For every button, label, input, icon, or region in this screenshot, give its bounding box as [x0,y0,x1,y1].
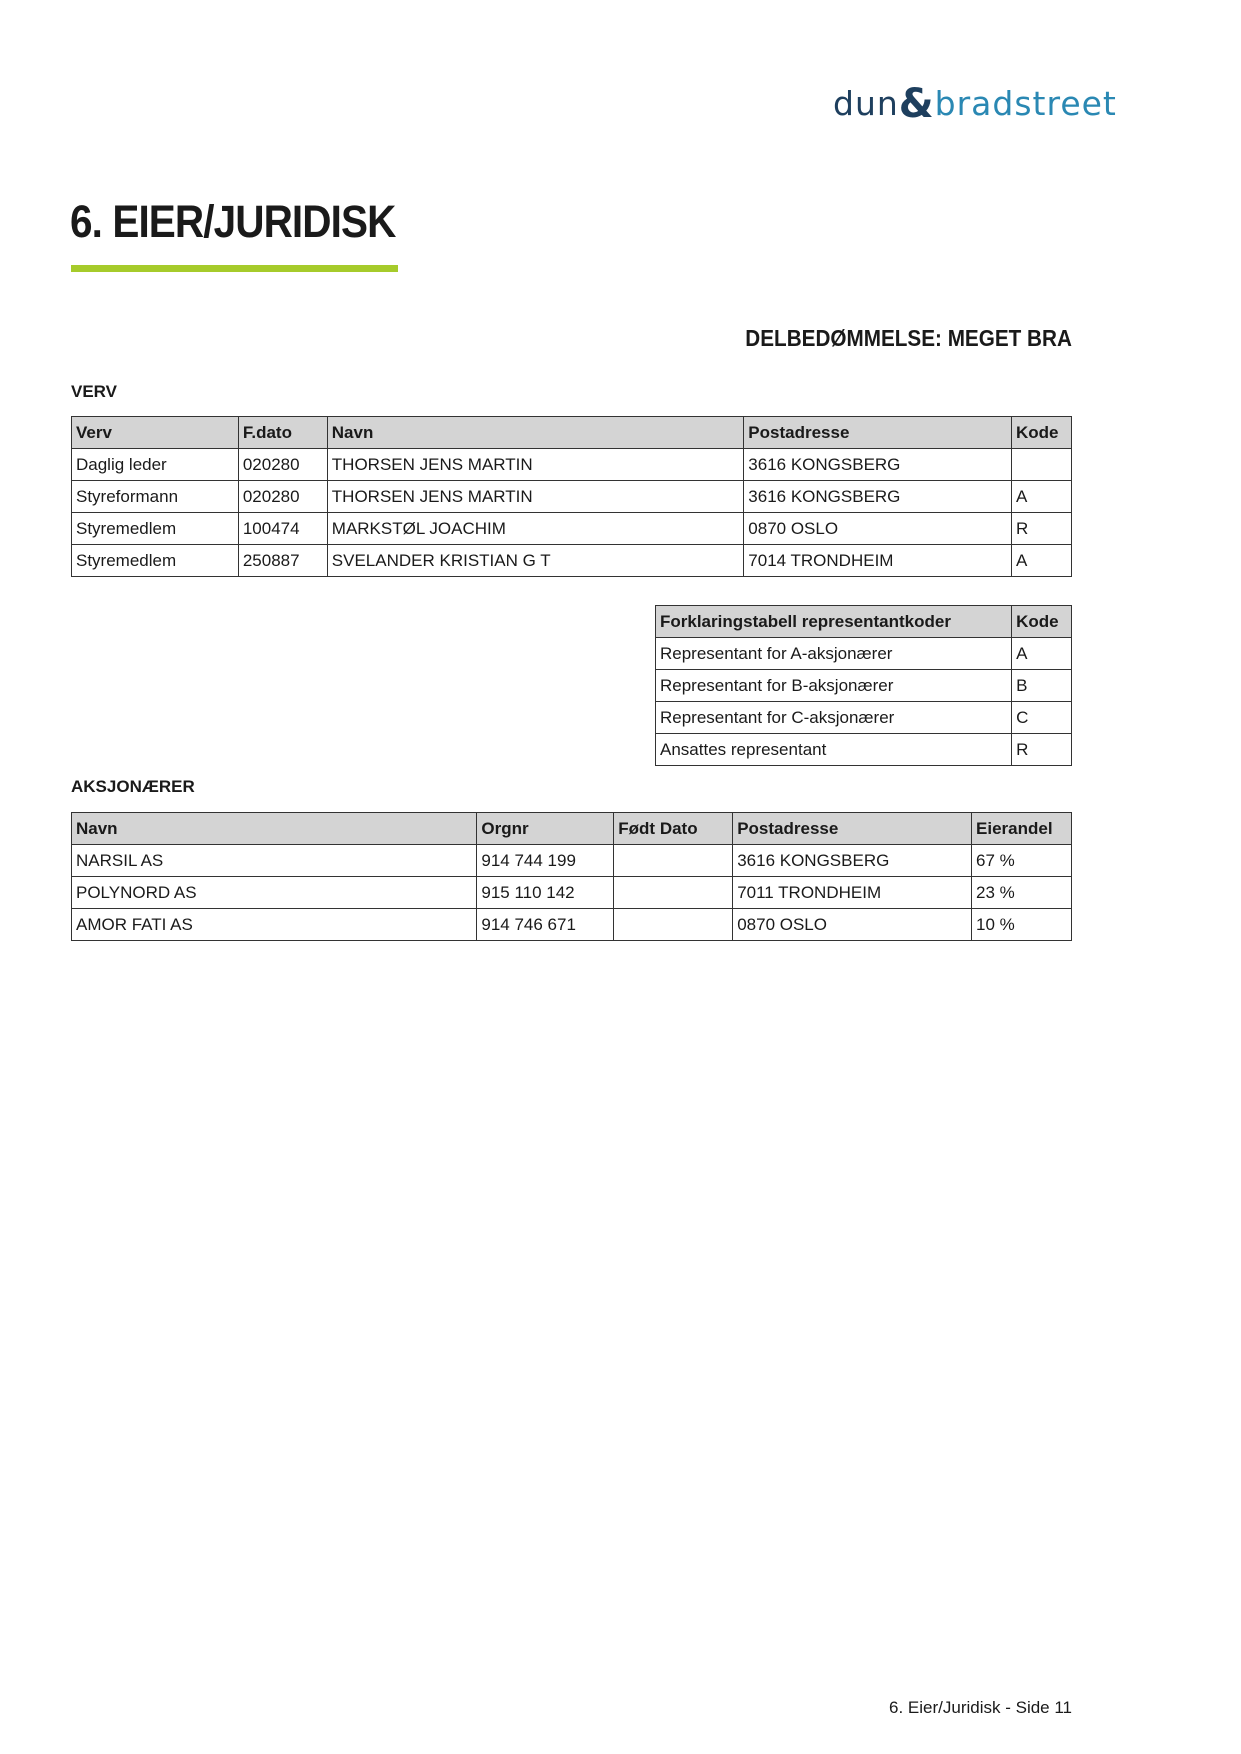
table-cell: 3616 KONGSBERG [744,481,1012,513]
column-header: Postadresse [744,417,1012,449]
table-cell: 10 % [972,909,1072,941]
table-row [72,449,1072,481]
table-cell: 914 746 671 [477,909,614,941]
table-cell [614,877,733,909]
table-header-row [656,606,1072,638]
table-cell: 0870 OSLO [733,909,972,941]
verv-section-label: VERV [71,382,117,401]
column-header: Kode [1012,417,1072,449]
table-row [656,702,1072,734]
table-cell: Representant for B-aksjonærer [656,670,1012,702]
column-header: Forklaringstabell representantkoder [656,606,1012,638]
table-cell: Styremedlem [72,513,239,545]
table-cell: 915 110 142 [477,877,614,909]
representative-codes-table [655,605,1072,766]
column-header: Født Dato [614,813,733,845]
column-header: F.dato [238,417,327,449]
table-cell: POLYNORD AS [72,877,477,909]
table-cell: A [1012,638,1072,670]
page-footer: 6. Eier/Juridisk - Side 11 [889,1698,1072,1717]
table-row [656,638,1072,670]
table-cell: Daglig leder [72,449,239,481]
table-cell: 67 % [972,845,1072,877]
column-header: Kode [1012,606,1072,638]
table-row [72,545,1072,577]
table-row [72,481,1072,513]
table-cell [1012,449,1072,481]
table-row [72,513,1072,545]
table-cell: A [1012,545,1072,577]
table-cell: 7014 TRONDHEIM [744,545,1012,577]
column-header: Orgnr [477,813,614,845]
table-cell: Styremedlem [72,545,239,577]
table-cell: A [1012,481,1072,513]
table-cell: THORSEN JENS MARTIN [327,481,744,513]
table-cell: 0870 OSLO [744,513,1012,545]
table-cell: 250887 [238,545,327,577]
table-cell: Styreformann [72,481,239,513]
table-row [72,845,1072,877]
table-cell: 23 % [972,877,1072,909]
column-header: Navn [72,813,477,845]
table-cell: 914 744 199 [477,845,614,877]
table-cell: SVELANDER KRISTIAN G T [327,545,744,577]
table-cell: Representant for A-aksjonærer [656,638,1012,670]
table-cell: MARKSTØL JOACHIM [327,513,744,545]
table-header-row [72,417,1072,449]
table-cell: 7011 TRONDHEIM [733,877,972,909]
table-cell: 100474 [238,513,327,545]
table-cell: Representant for C-aksjonærer [656,702,1012,734]
column-header: Eierandel [972,813,1072,845]
table-cell: C [1012,702,1072,734]
title-underline [71,265,398,272]
table-cell: AMOR FATI AS [72,909,477,941]
table-cell: 020280 [238,449,327,481]
table-cell: Ansattes representant [656,734,1012,766]
table-cell: NARSIL AS [72,845,477,877]
verv-table [71,416,1072,577]
table-row [72,909,1072,941]
table-cell: 3616 KONGSBERG [744,449,1012,481]
column-header: Navn [327,417,744,449]
table-header-row [72,813,1072,845]
rating-heading: DELBEDØMMELSE: MEGET BRA [745,325,1072,351]
table-row [656,670,1072,702]
table-cell [614,909,733,941]
shareholders-table [71,812,1072,941]
table-cell [614,845,733,877]
table-cell: B [1012,670,1072,702]
page-title: 6. EIER/JURIDISK [70,196,396,247]
table-row [656,734,1072,766]
table-cell: 020280 [238,481,327,513]
table-cell: R [1012,513,1072,545]
table-cell: R [1012,734,1072,766]
shareholders-section-label: AKSJONÆRER [71,777,195,796]
dun-bradstreet-logo: dun&bradstreet [833,81,1117,127]
table-cell: 3616 KONGSBERG [733,845,972,877]
table-cell: THORSEN JENS MARTIN [327,449,744,481]
column-header: Verv [72,417,239,449]
column-header: Postadresse [733,813,972,845]
table-row [72,877,1072,909]
